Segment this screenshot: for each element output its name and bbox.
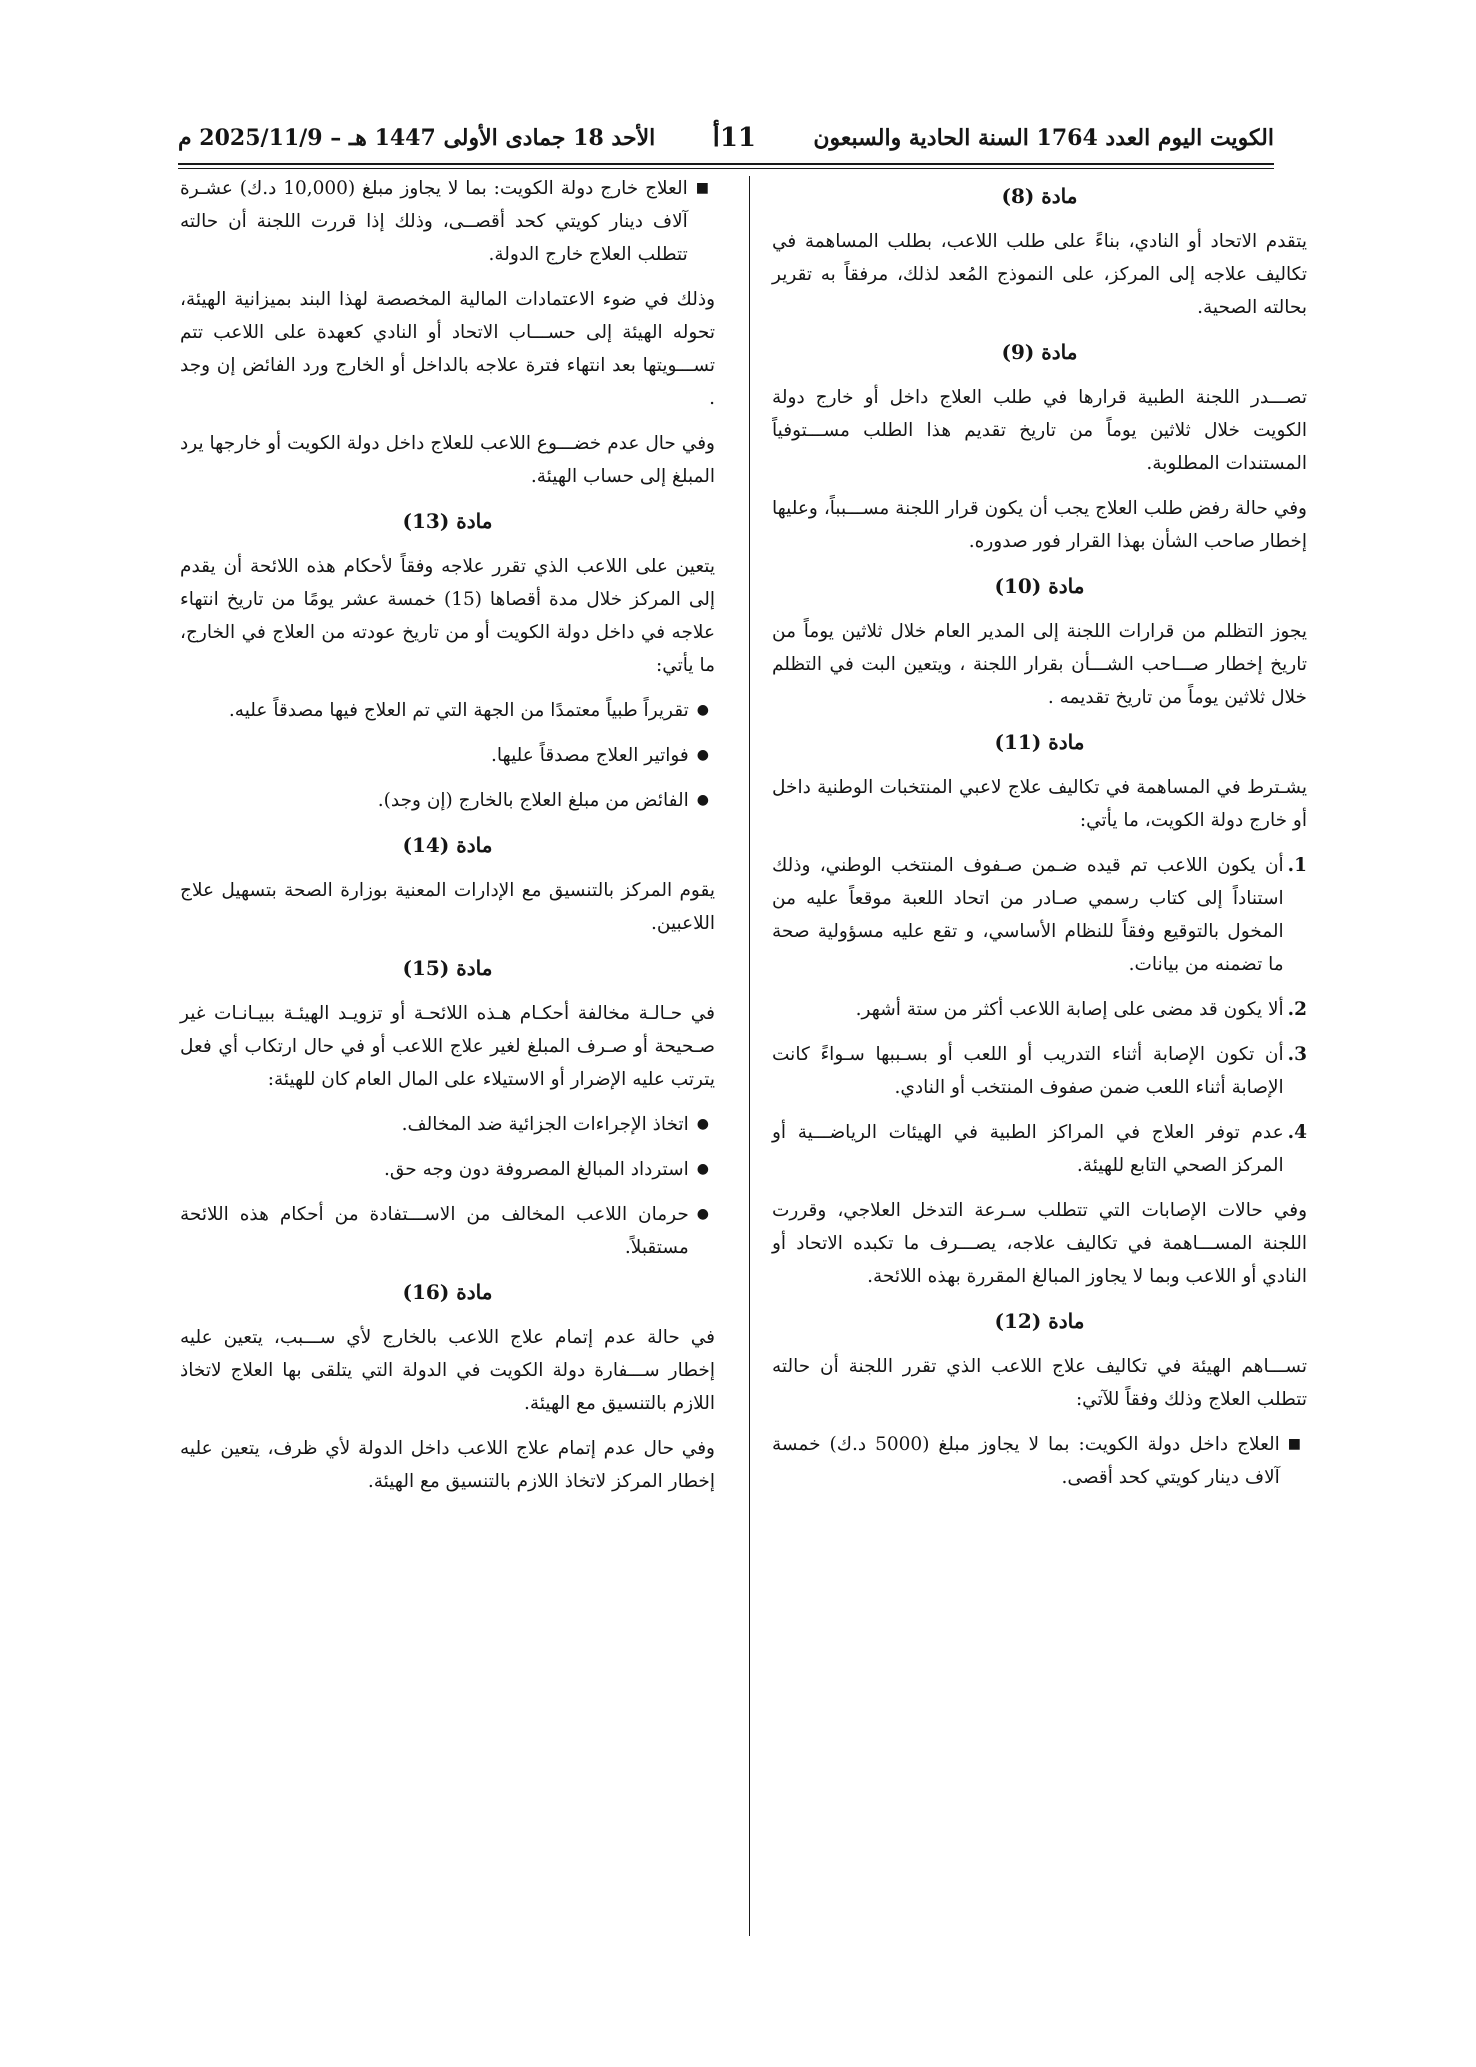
square-bullet-item xyxy=(772,1428,1307,1494)
issue-info: الكويت اليوم العدد 1764 السنة الحادية والسبعون xyxy=(813,125,1274,151)
article-paragraph: وفي حال عدم خضـــوع اللاعب للعلاج داخل دولة الكويت أو خارجها يرد المبلغ إلى حساب الهيئة. xyxy=(180,433,715,487)
item-text: فواتير العلاج مصدقاً عليها. xyxy=(491,745,689,766)
bullet-item xyxy=(180,739,715,772)
bullet-item xyxy=(180,1198,715,1264)
item-text: عدم توفر العلاج في المراكز الطبية في الهيئات الرياضـــية أو المركز الصحي التابع للهيئة. xyxy=(772,1122,1284,1176)
bullet-icon: ● xyxy=(696,1116,709,1132)
article-paragraph: في حـالـة مخالفة أحكـام هـذه اللائحـة أو تزويـد الهيئـة ببيـانـات غير صـحيحة أو صـرف المبلغ لغير علاج اللاعب أو في حال ارتكاب أي فعل يترتب عليه الإضرار أو الاستيلاء على المال العام كان للهيئة: xyxy=(180,1003,715,1090)
article-paragraph: يتعين على اللاعب الذي تقرر علاجه وفقاً لأحكام هذه اللائحة أن يقدم إلى المركز خلال مدة أقصاها (15) خمسة عشر يومًا من تاريخ انتهاء علاجه في داخل دولة الكويت أو من تاريخ عودته من العلاج في الخارج، ما يأتي: xyxy=(180,556,716,676)
item-text: ألا يكون قد مضى على إصابة اللاعب أكثر من ستة أشهر. xyxy=(855,999,1284,1020)
item-text: العلاج داخل دولة الكويت: بما لا يجاوز مبلغ (5000 د.ك) خمسة آلاف دينار كويتي كحد أقصى. xyxy=(772,1434,1280,1488)
article-paragraph: وفي حالات الإصابات التي تتطلب سـرعة التدخل العلاجي، وقررت اللجنة المســـاهمة في تكاليف علاجه، يصـــرف ما تكبده الاتحاد أو النادي أو اللاعب وبما لا يجاوز المبالغ المقررة بهذه اللائحة. xyxy=(772,1200,1307,1287)
article-paragraph: يجوز التظلم من قرارات اللجنة إلى المدير العام خلال ثلاثين يوماً من تاريخ إخطار صـــاحب الشـــأن بقرار اللجنة ، ويتعين البت في التظلم خلال ثلاثين يوماً من تاريخ تقديمه . xyxy=(772,621,1307,708)
square-bullet-item xyxy=(180,172,715,271)
article-paragraph: يتقدم الاتحاد أو النادي، بناءً على طلب اللاعب، بطلب المساهمة في تكاليف علاجه إلى المركز، على النموذج المُعد لذلك، مرفقاً به تقرير بحالته الصحية. xyxy=(772,231,1307,318)
item-text: حرمان اللاعب المخالف من الاســـتفادة من أحكام هذه اللائحة مستقبلاً. xyxy=(180,1204,689,1258)
issue-date: الأحد 18 جمادى الأولى 1447 هـ – 2025/11/9 م xyxy=(178,125,656,151)
item-number: 3. xyxy=(1287,1044,1307,1065)
article-paragraph: وفي حال عدم إتمام علاج اللاعب داخل الدولة لأي ظرف، يتعين عليه إخطار المركز لاتخاذ اللازم بالتنسيق مع الهيئة. xyxy=(180,1438,715,1492)
bullet-icon: ● xyxy=(696,1206,709,1222)
item-number: 2. xyxy=(1287,999,1307,1020)
bullet-icon: ● xyxy=(696,747,709,763)
article-heading: مادة (9) xyxy=(1001,340,1078,364)
article-heading: مادة (12) xyxy=(994,1309,1085,1333)
item-text: استرداد المبالغ المصروفة دون وجه حق. xyxy=(383,1159,689,1180)
item-text: أن تكون الإصابة أثناء التدريب أو اللعب أو بسـببها سـواءً كانت الإصابة أثناء اللعب ضمن صفوف المنتخب أو النادي. xyxy=(772,1044,1284,1098)
square-bullet-icon: ■ xyxy=(1287,1436,1301,1452)
left-column xyxy=(180,172,715,1510)
article-paragraph: تصـــدر اللجنة الطبية قرارها في طلب العلاج داخل أو خارج دولة الكويت خلال ثلاثين يوماً من تاريخ تقديم هذا الطلب مســـتوفياً المستندات المطلوبة. xyxy=(772,387,1307,474)
header-rule-thick xyxy=(178,163,1274,165)
article-heading: مادة (14) xyxy=(402,833,493,857)
article-heading: مادة (11) xyxy=(994,730,1085,754)
article-paragraph: في حالة عدم إتمام علاج اللاعب بالخارج لأي ســـبب، يتعين عليه إخطار ســـفارة دولة الكويت في الدولة التي يتلقى بها العلاج لاتخاذ اللازم بالتنسيق مع الهيئة. xyxy=(180,1327,715,1414)
article-heading: مادة (10) xyxy=(994,574,1085,598)
bullet-icon: ● xyxy=(696,792,709,808)
article-heading: مادة (16) xyxy=(402,1280,493,1304)
item-text: أن يكون اللاعب تم قيده ضـمن صـفوف المنتخب الوطني، وذلك استناداً إلى كتاب رسمي صـادر من اتحاد اللعبة موقعاً عليه من المخول بالتوقيع وفقاً للنظام الأساسي، و تقع عليه مسؤولية صحة ما تضمنه من بيانات. xyxy=(772,855,1284,975)
article-paragraph: تســـاهم الهيئة في تكاليف علاج اللاعب الذي تقرر اللجنة أن حالته تتطلب العلاج وذلك وفقاً للآتي: xyxy=(772,1356,1307,1410)
article-paragraph: وفي حالة رفض طلب العلاج يجب أن يكون قرار اللجنة مســـبباً، وعليها إخطار صاحب الشأن بهذا القرار فور صدوره. xyxy=(772,498,1307,552)
item-text: الفائض من مبلغ العلاج بالخارج (إن وجد). xyxy=(377,790,689,811)
square-bullet-icon: ■ xyxy=(695,180,709,196)
numbered-item xyxy=(772,849,1307,981)
bullet-item xyxy=(180,694,715,727)
item-text: اتخاذ الإجراءات الجزائية ضد المخالف. xyxy=(401,1114,689,1135)
right-column xyxy=(772,172,1307,1506)
article-paragraph: وذلك في ضوء الاعتمادات المالية المخصصة لهذا البند بميزانية الهيئة، تحوله الهيئة إلى حســـاب الاتحاد أو النادي كعهدة على اللاعب تتم تســـويتها بعد انتهاء فترة علاجه بالداخل أو الخارج ورد الفائض إن وجد . xyxy=(180,289,715,409)
column-divider xyxy=(749,176,750,1936)
item-number: 4. xyxy=(1287,1122,1307,1143)
article-paragraph: يشـترط في المساهمة في تكاليف علاج لاعبي المنتخبات الوطنية داخل أو خارج دولة الكويت، ما يأتي: xyxy=(772,777,1307,831)
bullet-item xyxy=(180,784,715,817)
bullet-item xyxy=(180,1153,715,1186)
header-rule-thin xyxy=(178,168,1274,169)
bullet-icon: ● xyxy=(696,1161,709,1177)
numbered-item xyxy=(772,1038,1307,1104)
page-header xyxy=(178,118,1274,158)
item-text: تقريراً طبياً معتمدًا من الجهة التي تم العلاج فيها مصدقاً عليه. xyxy=(228,700,689,721)
article-heading: مادة (13) xyxy=(402,509,493,533)
numbered-item xyxy=(772,993,1307,1026)
article-heading: مادة (8) xyxy=(1001,184,1078,208)
article-paragraph: يقوم المركز بالتنسيق مع الإدارات المعنية بوزارة الصحة بتسهيل علاج اللاعبين. xyxy=(180,880,715,934)
bullet-icon: ● xyxy=(696,702,709,718)
article-heading: مادة (15) xyxy=(402,956,493,980)
item-text: العلاج خارج دولة الكويت: بما لا يجاوز مبلغ (10,000 د.ك) عشـرة آلاف دينار كويتي كحد أقصــى، وذلك إذا قررت اللجنة أن حالته تتطلب العلاج خارج الدولة. xyxy=(180,178,688,265)
page-number: 11أ xyxy=(712,123,757,153)
item-number: 1. xyxy=(1287,855,1307,876)
bullet-item xyxy=(180,1108,715,1141)
numbered-item xyxy=(772,1116,1307,1182)
